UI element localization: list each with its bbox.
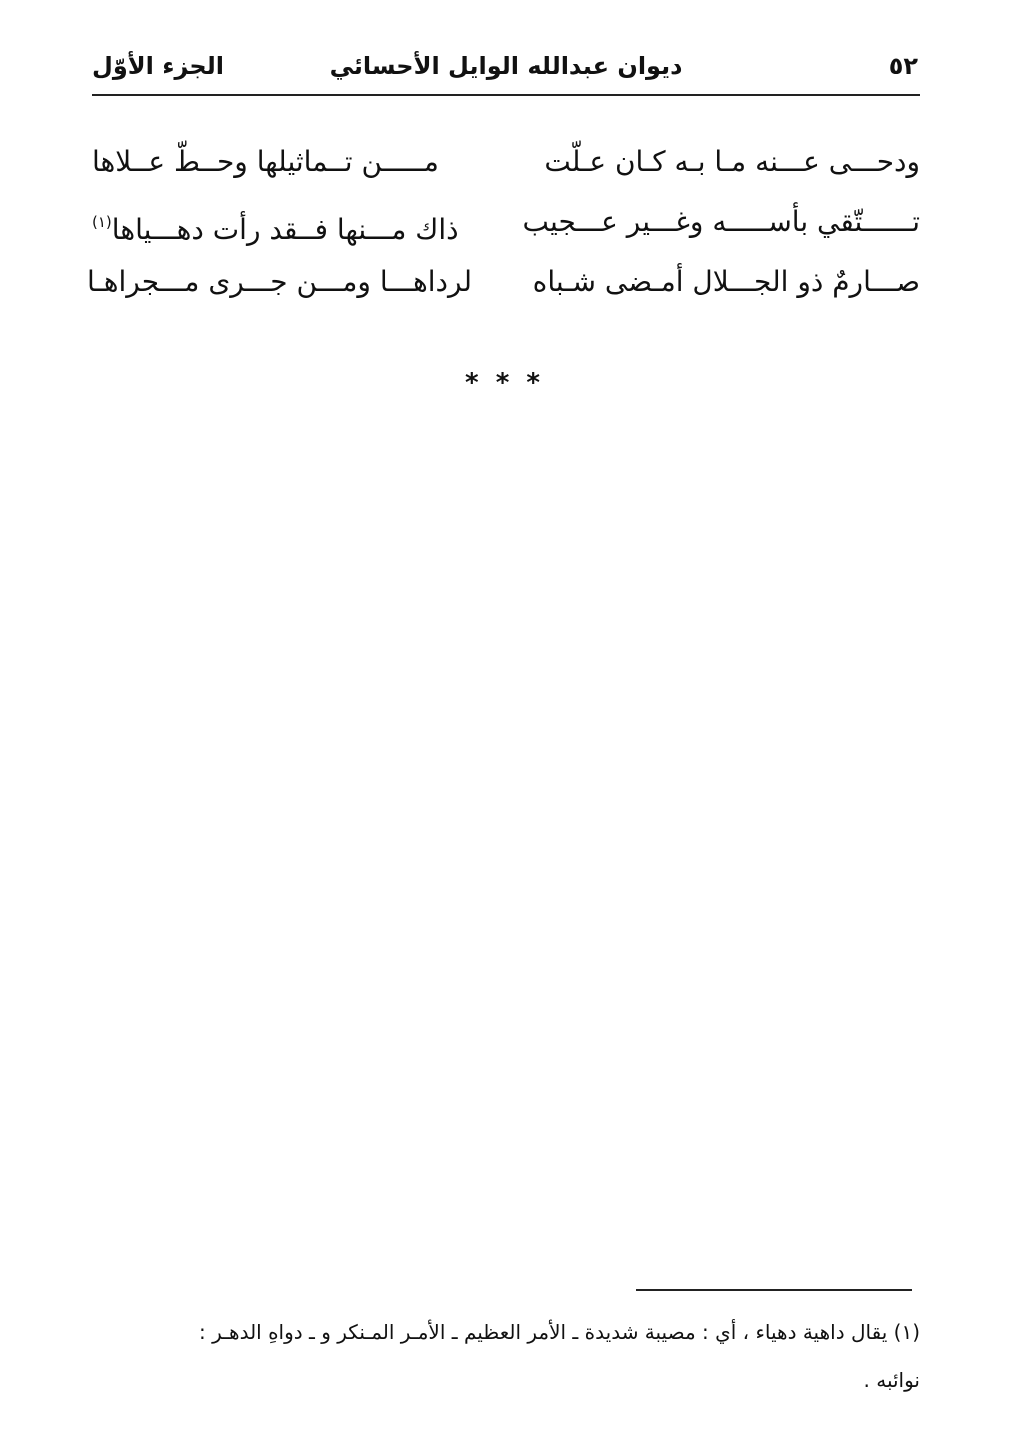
page-number: ٥٢ [888, 52, 918, 80]
verse-second-hemistich [92, 194, 472, 258]
footnote-line: (١) يقال داهية دهياء ، أي : مصيبة شديدة ـ الأمر العظيم ـ الأمـر المـنكر و ـ دواهِ الدهـر : [199, 1320, 920, 1344]
section-separator-asterisks: * * * [465, 368, 544, 398]
verse-first-hemistich: ودحـــى عـــنه مـا بـه كـان عـلّت [544, 145, 920, 178]
footnote [92, 1308, 920, 1404]
verse-line [92, 194, 920, 254]
footnote-divider [636, 1289, 912, 1291]
verse-line [87, 254, 920, 314]
footnote-line: نوائبه . [863, 1368, 920, 1392]
page-header [92, 44, 920, 96]
verse-second-text: ذاك مـــنها فــقد رأت دهـــياها [111, 213, 459, 246]
verse-line [92, 134, 920, 194]
volume-part-label: الجزء الأوّل [92, 52, 224, 80]
running-title: ديوان عبدالله الوايل الأحسائي [329, 52, 683, 80]
verse-second-hemistich: لرداهـــا ومـــن جـــرى مـــجراهـا [87, 265, 472, 298]
verse-second-hemistich: مـــــن تــماثيلها وحــطّ عــلاها [92, 145, 439, 178]
footnote-reference: (١) [92, 213, 112, 231]
verse-first-hemistich: تــــــتّقي بأســـــه وغـــير عـــجيب [522, 205, 920, 238]
poem-block [87, 134, 920, 314]
verse-first-hemistich: صـــارمٌ ذو الجـــلال أمـضى شـباه [532, 265, 920, 298]
